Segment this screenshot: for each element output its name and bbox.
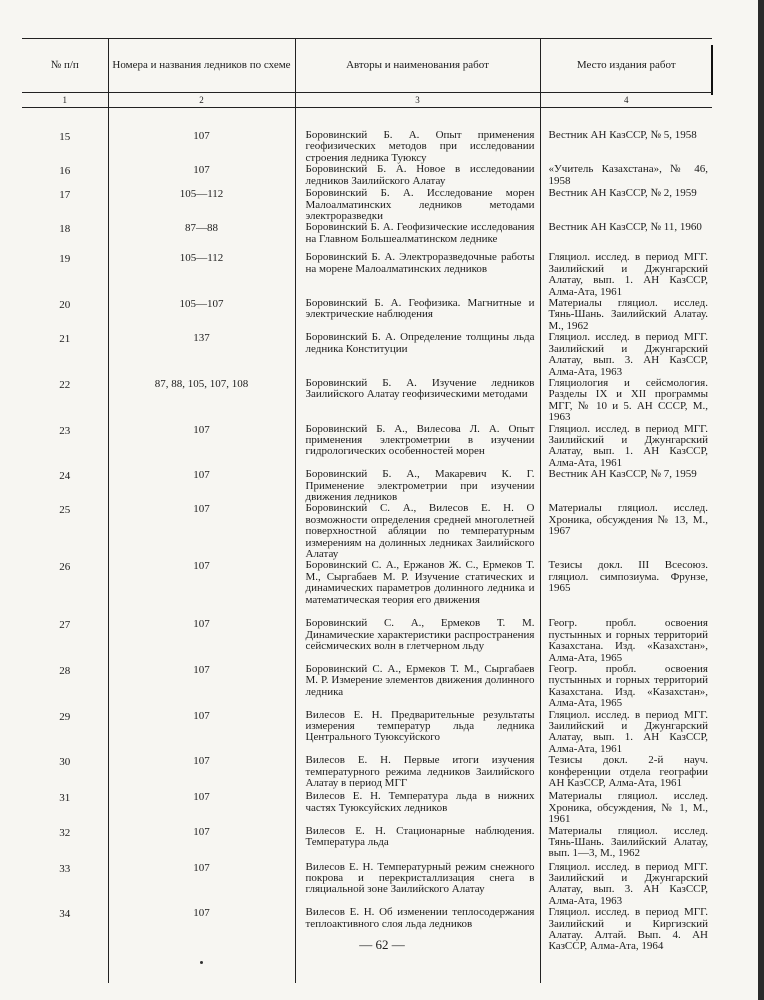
authors-and-title: Боровинский Б. А., Макаревич К. Г. Применение электрометрии при изучении движения ледников (295, 469, 540, 503)
entry-number: 20 (59, 299, 71, 312)
glacier-numbers: 107 (108, 164, 295, 188)
table-row (22, 503, 712, 560)
table-row (22, 469, 712, 503)
header-authors: Авторы и наименования работ (295, 39, 540, 93)
scan-edge (758, 0, 764, 1000)
table-row (22, 252, 712, 298)
header-glaciers: Номера и названия ледников по схеме (108, 39, 295, 93)
publication-place: Материалы гляциол. исслед. Тянь-Шань. Заилийский Алатау, вып. 1—3, М., 1962 (540, 826, 712, 862)
publication-place: Тезисы докл. 2-й науч. конференции отдела географии АН КазССР, Алма-Ата, 1961 (540, 755, 712, 791)
header-number: № п/п (22, 39, 108, 93)
table-row (22, 862, 712, 908)
publication-place: Гляциол. исслед. в период МГГ. Заилийский и Джунгарский Алатау, вып. 1. АН КазССР, Алма-Ата, 1961 (540, 710, 712, 756)
authors-and-title: Боровинский С. А., Ержанов Ж. С., Ермеков Т. М., Сыргабаев М. Р. Изучение статических и динамических параметров долинного ледника и математическая теория его движения (295, 560, 540, 618)
authors-and-title: Боровинский Б. А. Изучение ледников Заилийского Алатау геофизическими методами (295, 378, 540, 424)
glacier-numbers: 107 (108, 755, 295, 791)
glacier-numbers: 87—88 (108, 222, 295, 252)
table-row (22, 332, 712, 378)
entry-number: 32 (59, 826, 71, 839)
entry-number: 19 (59, 253, 71, 266)
entry-number: 21 (59, 333, 71, 346)
authors-and-title: Боровинский Б. А. Опыт применения геофизических методов при исследовании строения ледника Туюксу (295, 130, 540, 164)
authors-and-title: Вилесов Е. Н. Стационарные наблюдения. Температура льда (295, 826, 540, 862)
glacier-numbers: 107 (108, 130, 295, 164)
glacier-numbers: 105—112 (108, 188, 295, 222)
authors-and-title: Боровинский Б. А. Определение толщины льда ледника Конституции (295, 332, 540, 378)
authors-and-title: Вилесов Е. Н. Об изменении теплосодержания теплоактивного слоя льда ледников (295, 907, 540, 961)
publication-place: Гляциология и сейсмология. Разделы IX и XII программы МГГ, № 10 и 5. АН СССР, М., 1963 (540, 378, 712, 424)
publication-place: Гляциол. исслед. в период МГГ. Заилийский и Джунгарский Алатау, вып. 1. АН КазССР, Алма-Ата, 1961 (540, 424, 712, 470)
authors-and-title: Боровинский С. А., Ермеков Т. М., Сыргабаев М. Р. Измерение элементов движения долинного ледника (295, 664, 540, 710)
authors-and-title: Боровинский Б. А. Исследование морен Малоалматинских ледников методами электроразведки (295, 188, 540, 222)
entry-number: 34 (59, 908, 71, 921)
publication-place: Материалы гляциол. исслед. Тянь-Шань. Заилийский Алатау. М., 1962 (540, 298, 712, 332)
header-publication: Место издания работ (540, 39, 712, 93)
publication-place: Тезисы докл. III Всесоюз. гляциол. симпозиума. Фрунзе, 1965 (540, 560, 712, 618)
entry-number: 29 (59, 710, 71, 723)
glacier-numbers: 107 (108, 560, 295, 618)
table-row (22, 560, 712, 618)
table-row (22, 164, 712, 188)
entry-number: 24 (59, 470, 71, 483)
spacer-row (22, 108, 712, 131)
authors-and-title: Боровинский Б. А. Электроразведочные работы на морене Малоалматинских ледников (295, 252, 540, 298)
glacier-numbers: 107 (108, 503, 295, 560)
entry-number: 33 (59, 862, 71, 875)
table-row (22, 222, 712, 252)
publication-place: «Учитель Казахстана», № 46, 1958 (540, 164, 712, 188)
publication-place: Гляциол. исслед. в период МГГ. Заилийский и Джунгарский Алатау, вып. 3. АН КазССР, Алма-Ата, 1963 (540, 332, 712, 378)
authors-and-title: Боровинский Б. А. Геофизические исследования на Главном Большеалматинском леднике (295, 222, 540, 252)
entry-number: 25 (59, 504, 71, 517)
glacier-numbers: 107 (108, 664, 295, 710)
bibliography-table (22, 38, 712, 983)
table-row (22, 826, 712, 862)
glacier-numbers: 87, 88, 105, 107, 108 (108, 378, 295, 424)
table-row (22, 791, 712, 825)
column-number-2: 2 (108, 93, 295, 108)
glacier-numbers: 105—112 (108, 252, 295, 298)
publication-place: Геогр. пробл. освоения пустынных и горных территорий Казахстана. Изд. «Казахстан», Алма-Ата, 1965 (540, 618, 712, 664)
publication-place: Вестник АН КазССР, № 11, 1960 (540, 222, 712, 252)
trailing-row (22, 961, 712, 983)
glacier-numbers: 107 (108, 424, 295, 470)
column-number-1: 1 (22, 93, 108, 108)
glacier-numbers: 107 (108, 469, 295, 503)
authors-and-title: Боровинский С. А., Ермеков Т. М. Динамические характеристики распространения сейсмических волн в глетчерном льду (295, 618, 540, 664)
table-row (22, 130, 712, 164)
entry-number: 27 (59, 619, 71, 632)
glacier-numbers: 107 (108, 791, 295, 825)
entry-number: 22 (59, 378, 71, 391)
authors-and-title: Вилесов Е. Н. Температура льда в нижних частях Туюксуйских ледников (295, 791, 540, 825)
table-body (22, 108, 712, 984)
authors-and-title: Боровинский Б. А. Новое в исследовании ледников Заилийского Алатау (295, 164, 540, 188)
entry-number: 17 (59, 189, 71, 202)
entry-number: 31 (59, 792, 71, 805)
ink-dot (200, 961, 203, 964)
glacier-numbers: 107 (108, 907, 295, 961)
authors-and-title: Боровинский Б. А. Геофизика. Магнитные и электрические наблюдения (295, 298, 540, 332)
authors-and-title: Вилесов Е. Н. Температурный режим снежного покрова и перекристаллизация снега в гляциальной зоне Заилийского Алатау (295, 862, 540, 908)
glacier-numbers: 107 (108, 862, 295, 908)
authors-and-title: Вилесов Е. Н. Первые итоги изучения температурного режима ледников Заилийского Алатау в период МГГ (295, 755, 540, 791)
publication-place: Вестник АН КазССР, № 2, 1959 (540, 188, 712, 222)
glacier-numbers: 107 (108, 826, 295, 862)
page-number: — 62 — (359, 937, 405, 952)
entry-number: 30 (59, 756, 71, 769)
publication-place: Материалы гляциол. исслед. Хроника, обсуждения, № 1, М., 1961 (540, 791, 712, 825)
entry-number: 16 (59, 165, 71, 178)
table-row (22, 618, 712, 664)
glacier-numbers: 107 (108, 710, 295, 756)
publication-place: Геогр. пробл. освоения пустынных и горных территорий Казахстана. Изд. «Казахстан», Алма-Ата, 1965 (540, 664, 712, 710)
glacier-numbers: 107 (108, 618, 295, 664)
authors-and-title: Вилесов Е. Н. Предварительные результаты измерения температур льда ледника Центрального Туюксуйского (295, 710, 540, 756)
authors-and-title: Боровинский С. А., Вилесов Е. Н. О возможности определения средней многолетней поверхностной абляции по температурным измерениям на долинных ледниках Заилийского Алатау (295, 503, 540, 560)
publication-place: Гляциол. исслед. в период МГГ. Заилийский и Джунгарский Алатау, вып. 3. АН КазССР, Алма-Ата, 1963 (540, 862, 712, 908)
publication-place: Материалы гляциол. исслед. Хроника, обсуждения № 13, М., 1967 (540, 503, 712, 560)
table-row (22, 907, 712, 961)
column-number-3: 3 (295, 93, 540, 108)
entry-number: 28 (59, 665, 71, 678)
table-row (22, 664, 712, 710)
table-row (22, 378, 712, 424)
entry-number: 26 (59, 561, 71, 574)
table-row (22, 188, 712, 222)
entry-number: 18 (59, 223, 71, 236)
table-row (22, 755, 712, 791)
entry-number: 23 (59, 424, 71, 437)
column-number-4: 4 (540, 93, 712, 108)
entry-number: 15 (59, 131, 71, 143)
publication-place: Вестник АН КазССР, № 7, 1959 (540, 469, 712, 503)
table-row (22, 298, 712, 332)
table-row (22, 424, 712, 470)
glacier-numbers: 137 (108, 332, 295, 378)
publication-place: Вестник АН КазССР, № 5, 1958 (540, 130, 712, 164)
table-header (22, 39, 712, 108)
authors-and-title: Боровинский Б. А., Вилесова Л. А. Опыт применения электрометрии в изучении гидрологических особенностей морен (295, 424, 540, 470)
table-row (22, 710, 712, 756)
publication-place: Гляциол. исслед. в период МГГ. Заилийский и Джунгарский Алатау, вып. 1. АН КазССР, Алма-Ата, 1961 (540, 252, 712, 298)
publication-place: Гляциол. исслед. в период МГГ. Заилийский и Киргизский Алатау. Алтай. Вып. 4. АН КазССР, Алма-Ата, 1964 (540, 907, 712, 961)
glacier-numbers: 105—107 (108, 298, 295, 332)
